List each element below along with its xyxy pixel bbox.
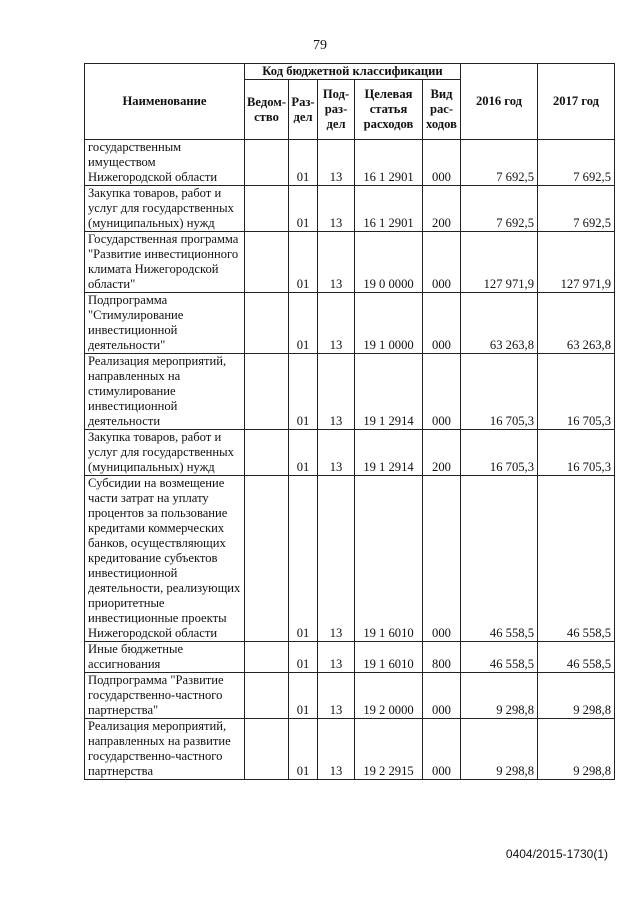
table-row: [85, 642, 615, 673]
row-value-2017: 46 558,5: [538, 476, 615, 642]
row-name: Иные бюджетные ассигнования: [85, 642, 245, 673]
table-row: [85, 186, 615, 232]
row-podrazdel: 13: [318, 430, 355, 476]
header-budget-code: Код бюджетной классификации: [245, 64, 461, 80]
row-target-article: 16 1 2901: [355, 186, 423, 232]
row-razdel: 01: [289, 232, 318, 293]
row-value-2016: 7 692,5: [461, 186, 538, 232]
row-target-article: 19 1 2914: [355, 354, 423, 430]
row-value-2017: 9 298,8: [538, 673, 615, 719]
row-expense-type: 000: [423, 140, 461, 186]
row-name: Закупка товаров, работ и услуг для государственных (муниципальных) нужд: [85, 430, 245, 476]
row-expense-type: 000: [423, 476, 461, 642]
header-2016: 2016 год: [461, 64, 538, 140]
row-expense-type: 000: [423, 293, 461, 354]
row-expense-type: 000: [423, 719, 461, 780]
row-vedomstvo: [245, 719, 289, 780]
row-vedomstvo: [245, 232, 289, 293]
row-vedomstvo: [245, 140, 289, 186]
row-expense-type: 200: [423, 186, 461, 232]
row-value-2016: 9 298,8: [461, 719, 538, 780]
header-2017: 2017 год: [538, 64, 615, 140]
row-name: Государственная программа "Развитие инвестиционного климата Нижегородской области": [85, 232, 245, 293]
row-name: Подпрограмма "Стимулирование инвестиционной деятельности": [85, 293, 245, 354]
table-row: [85, 476, 615, 642]
row-target-article: 19 0 0000: [355, 232, 423, 293]
row-vedomstvo: [245, 642, 289, 673]
row-razdel: 01: [289, 186, 318, 232]
row-vedomstvo: [245, 673, 289, 719]
row-value-2016: 127 971,9: [461, 232, 538, 293]
row-value-2016: 7 692,5: [461, 140, 538, 186]
row-target-article: 19 1 6010: [355, 476, 423, 642]
row-name: Реализация мероприятий, направленных на стимулирование инвестиционной деятельности: [85, 354, 245, 430]
row-expense-type: 000: [423, 354, 461, 430]
row-name: Подпрограмма "Развитие государственно-частного партнерства": [85, 673, 245, 719]
row-target-article: 19 1 6010: [355, 642, 423, 673]
row-expense-type: 000: [423, 232, 461, 293]
row-value-2017: 16 705,3: [538, 354, 615, 430]
table-row: [85, 293, 615, 354]
header-vedomstvo: Ведом-ство: [245, 80, 289, 140]
page-number: 79: [313, 38, 327, 53]
row-value-2016: 9 298,8: [461, 673, 538, 719]
row-podrazdel: 13: [318, 232, 355, 293]
header-name: Наименование: [85, 64, 245, 140]
row-value-2016: 46 558,5: [461, 642, 538, 673]
row-podrazdel: 13: [318, 354, 355, 430]
row-target-article: 19 2 2915: [355, 719, 423, 780]
header-razdel: Раз-дел: [289, 80, 318, 140]
row-razdel: 01: [289, 673, 318, 719]
row-value-2017: 7 692,5: [538, 140, 615, 186]
row-value-2017: 9 298,8: [538, 719, 615, 780]
row-value-2016: 63 263,8: [461, 293, 538, 354]
row-expense-type: 000: [423, 673, 461, 719]
header-podrazdel: Под-раз-дел: [318, 80, 355, 140]
budget-table: [84, 63, 615, 780]
row-target-article: 16 1 2901: [355, 140, 423, 186]
row-vedomstvo: [245, 293, 289, 354]
row-value-2017: 127 971,9: [538, 232, 615, 293]
row-razdel: 01: [289, 430, 318, 476]
row-podrazdel: 13: [318, 293, 355, 354]
row-razdel: 01: [289, 140, 318, 186]
row-value-2016: 46 558,5: [461, 476, 538, 642]
row-target-article: 19 1 0000: [355, 293, 423, 354]
row-razdel: 01: [289, 719, 318, 780]
row-target-article: 19 1 2914: [355, 430, 423, 476]
row-name: Субсидии на возмещение части затрат на уплату процентов за пользование кредитами коммерческих банков, осуществляющих кредитование субъектов инвестиционной деятельности, реализующих приоритетные инвестиционные проекты Нижегородской области: [85, 476, 245, 642]
row-expense-type: 200: [423, 430, 461, 476]
row-razdel: 01: [289, 293, 318, 354]
row-podrazdel: 13: [318, 719, 355, 780]
table-row: [85, 354, 615, 430]
row-vedomstvo: [245, 354, 289, 430]
table-row: [85, 140, 615, 186]
row-name: государственным имуществом Нижегородской области: [85, 140, 245, 186]
row-target-article: 19 2 0000: [355, 673, 423, 719]
row-razdel: 01: [289, 354, 318, 430]
row-vedomstvo: [245, 476, 289, 642]
table-row: [85, 719, 615, 780]
row-podrazdel: 13: [318, 476, 355, 642]
table-row: [85, 232, 615, 293]
row-name: Реализация мероприятий, направленных на развитие государственно-частного партнерства: [85, 719, 245, 780]
row-value-2016: 16 705,3: [461, 354, 538, 430]
row-expense-type: 800: [423, 642, 461, 673]
row-podrazdel: 13: [318, 673, 355, 719]
header-expense-type: Вид рас-ходов: [423, 80, 461, 140]
row-value-2017: 63 263,8: [538, 293, 615, 354]
table-row: [85, 673, 615, 719]
row-value-2017: 7 692,5: [538, 186, 615, 232]
row-razdel: 01: [289, 642, 318, 673]
row-vedomstvo: [245, 186, 289, 232]
header-target-article: Целевая статья расходов: [355, 80, 423, 140]
row-value-2016: 16 705,3: [461, 430, 538, 476]
row-razdel: 01: [289, 476, 318, 642]
document-code: 0404/2015-1730(1): [505, 847, 608, 861]
row-value-2017: 46 558,5: [538, 642, 615, 673]
table-row: [85, 430, 615, 476]
row-name: Закупка товаров, работ и услуг для государственных (муниципальных) нужд: [85, 186, 245, 232]
row-podrazdel: 13: [318, 186, 355, 232]
row-vedomstvo: [245, 430, 289, 476]
row-value-2017: 16 705,3: [538, 430, 615, 476]
row-podrazdel: 13: [318, 642, 355, 673]
row-podrazdel: 13: [318, 140, 355, 186]
